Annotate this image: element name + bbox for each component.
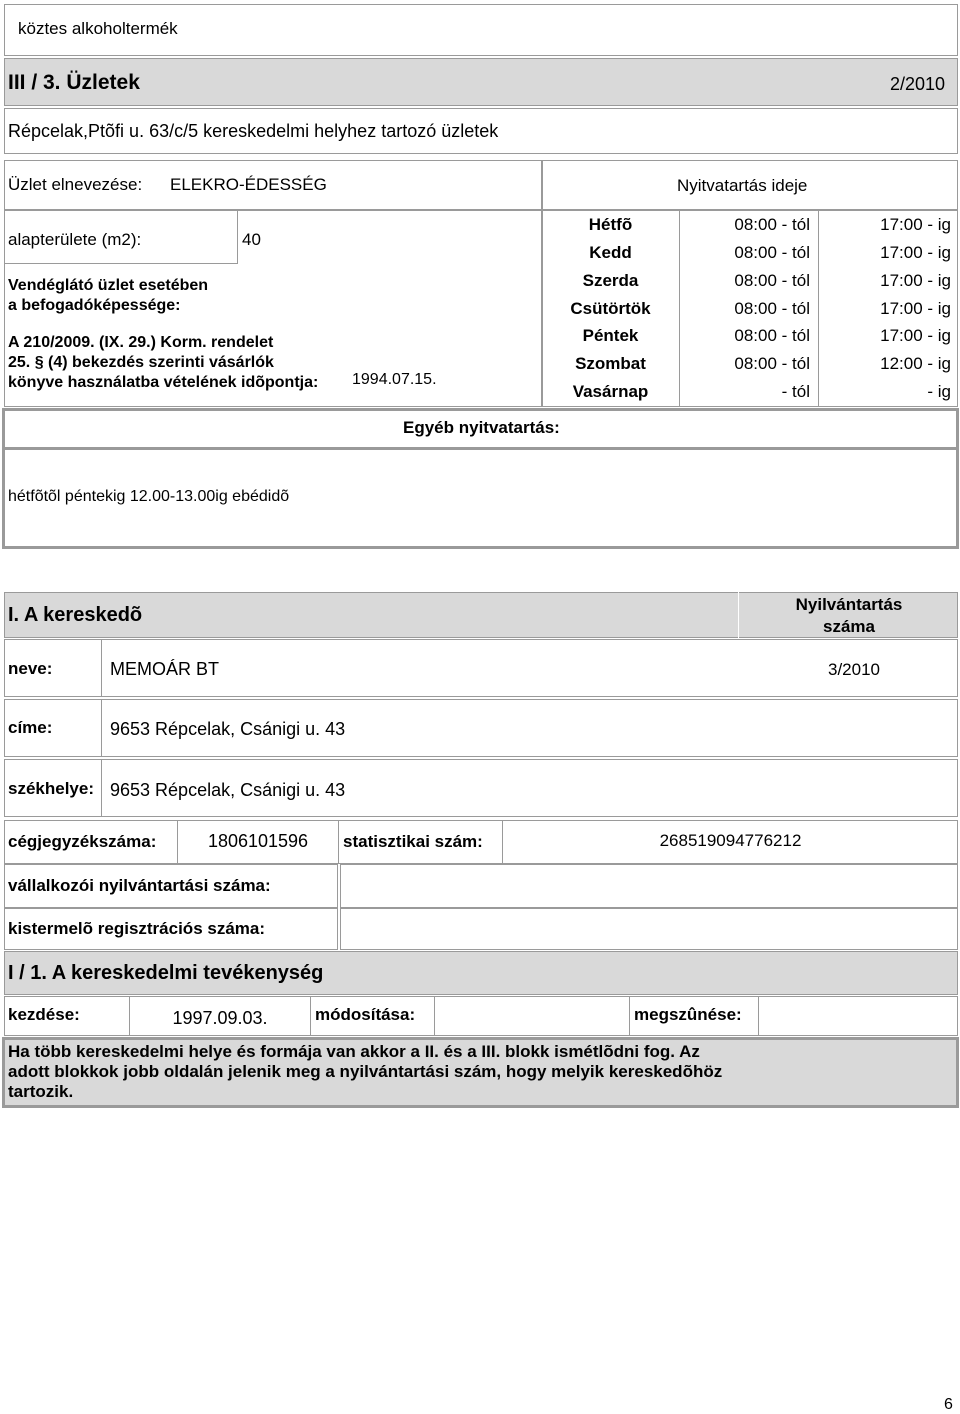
page-number: 6 [944,1396,953,1413]
day-sunday: Vasárnap [572,382,649,401]
entrepreneur-value-box [340,864,958,908]
area-label: alapterülete (m2): [8,230,142,249]
day-monday: Hétfõ [588,215,633,234]
section-title: III / 3. Üzletek [8,71,140,94]
trader-seat-value: 9653 Répcelak, Csánigi u. 43 [110,780,346,800]
section-page-code: 2/2010 [890,74,946,94]
from-sunday: - tól [781,382,810,401]
to-tuesday: 17:00 - ig [880,243,951,262]
to-wednesday: 17:00 - ig [880,271,951,290]
stat-label: statisztikai szám: [343,832,483,851]
end-label: megszûnése: [634,1005,742,1024]
decree-label-3: könyve használatba vételének idõpontja: [8,374,319,391]
day-thursday: Csütörtök [570,299,651,318]
note-line-3: tartozik. [8,1082,74,1101]
shop-name-label: Üzlet elnevezése: [8,175,143,194]
start-value: 1997.09.03. [172,1008,268,1028]
note-line-2: adott blokkok jobb oldalán jelenik meg a nyilvántartási szám, hogy melyik kereskedõhöz [8,1062,723,1081]
day-tuesday: Kedd [589,243,632,262]
decree-label-1: A 210/2009. (IX. 29.) Korm. rendelet [8,334,274,351]
modified-label: módosítása: [315,1005,416,1024]
from-saturday: 08:00 - tól [734,354,810,373]
address-line: Répcelak,Ptõfi u. 63/c/5 kereskedelmi helyhez tartozó üzletek [8,121,499,141]
decree-value: 1994.07.15. [352,371,437,388]
section-header [4,58,958,106]
from-wednesday: 08:00 - tól [734,271,810,290]
from-thursday: 08:00 - tól [734,299,810,318]
capacity-label-2: a befogadóképessége: [8,297,181,314]
shop-name-value: ELEKRO-ÉDESSÉG [170,175,327,194]
stat-value: 268519094776212 [659,831,802,850]
other-opening-label: Egyéb nyitvatartás: [403,418,560,437]
top-label: köztes alkoholtermék [18,19,178,38]
producer-value-box [340,908,958,950]
start-label: kezdése: [8,1005,80,1024]
reg-header-2: száma [823,617,875,636]
trader-name-value: MEMOÁR BT [110,659,220,679]
trader-reg-value: 3/2010 [828,660,880,679]
company-reg-value: 1806101596 [207,831,309,851]
capacity-label-1: Vendéglátó üzlet esetében [8,277,209,294]
to-sunday: - ig [927,382,951,401]
to-friday: 17:00 - ig [880,326,951,345]
day-saturday: Szombat [575,354,646,373]
decree-label-2: 25. § (4) bekezdés szerinti vásárlók [8,354,274,371]
trader-address-value: 9653 Répcelak, Csánigi u. 43 [110,719,346,739]
company-reg-label: cégjegyzékszáma: [8,832,157,851]
producer-label: kistermelõ regisztrációs száma: [8,919,266,938]
entrepreneur-label: vállalkozói nyilvántartási száma: [8,876,271,895]
from-friday: 08:00 - tól [734,326,810,345]
opening-title: Nyitvatartás ideje [677,176,808,195]
to-saturday: 12:00 - ig [880,354,951,373]
from-monday: 08:00 - tól [734,215,810,234]
reg-header-1: Nyilvántartás [795,595,903,614]
activity-title: I / 1. A kereskedelmi tevékenység [8,962,324,984]
to-thursday: 17:00 - ig [880,299,951,318]
to-monday: 17:00 - ig [880,215,951,234]
trader-name-label: neve: [8,659,53,678]
area-value: 40 [242,230,261,249]
other-opening-value: hétfõtõl péntekig 12.00-13.00ig ebédidõ [8,488,290,505]
day-wednesday: Szerda [582,271,639,290]
trader-title: I. A kereskedõ [8,604,143,626]
from-tuesday: 08:00 - tól [734,243,810,262]
day-friday: Péntek [582,326,639,345]
note-line-1: Ha több kereskedelmi helye és formája van akkor a II. és a III. blokk ismétlõdni fog. Az [8,1042,700,1061]
trader-address-label: címe: [8,718,53,737]
trader-seat-label: székhelye: [8,779,94,798]
